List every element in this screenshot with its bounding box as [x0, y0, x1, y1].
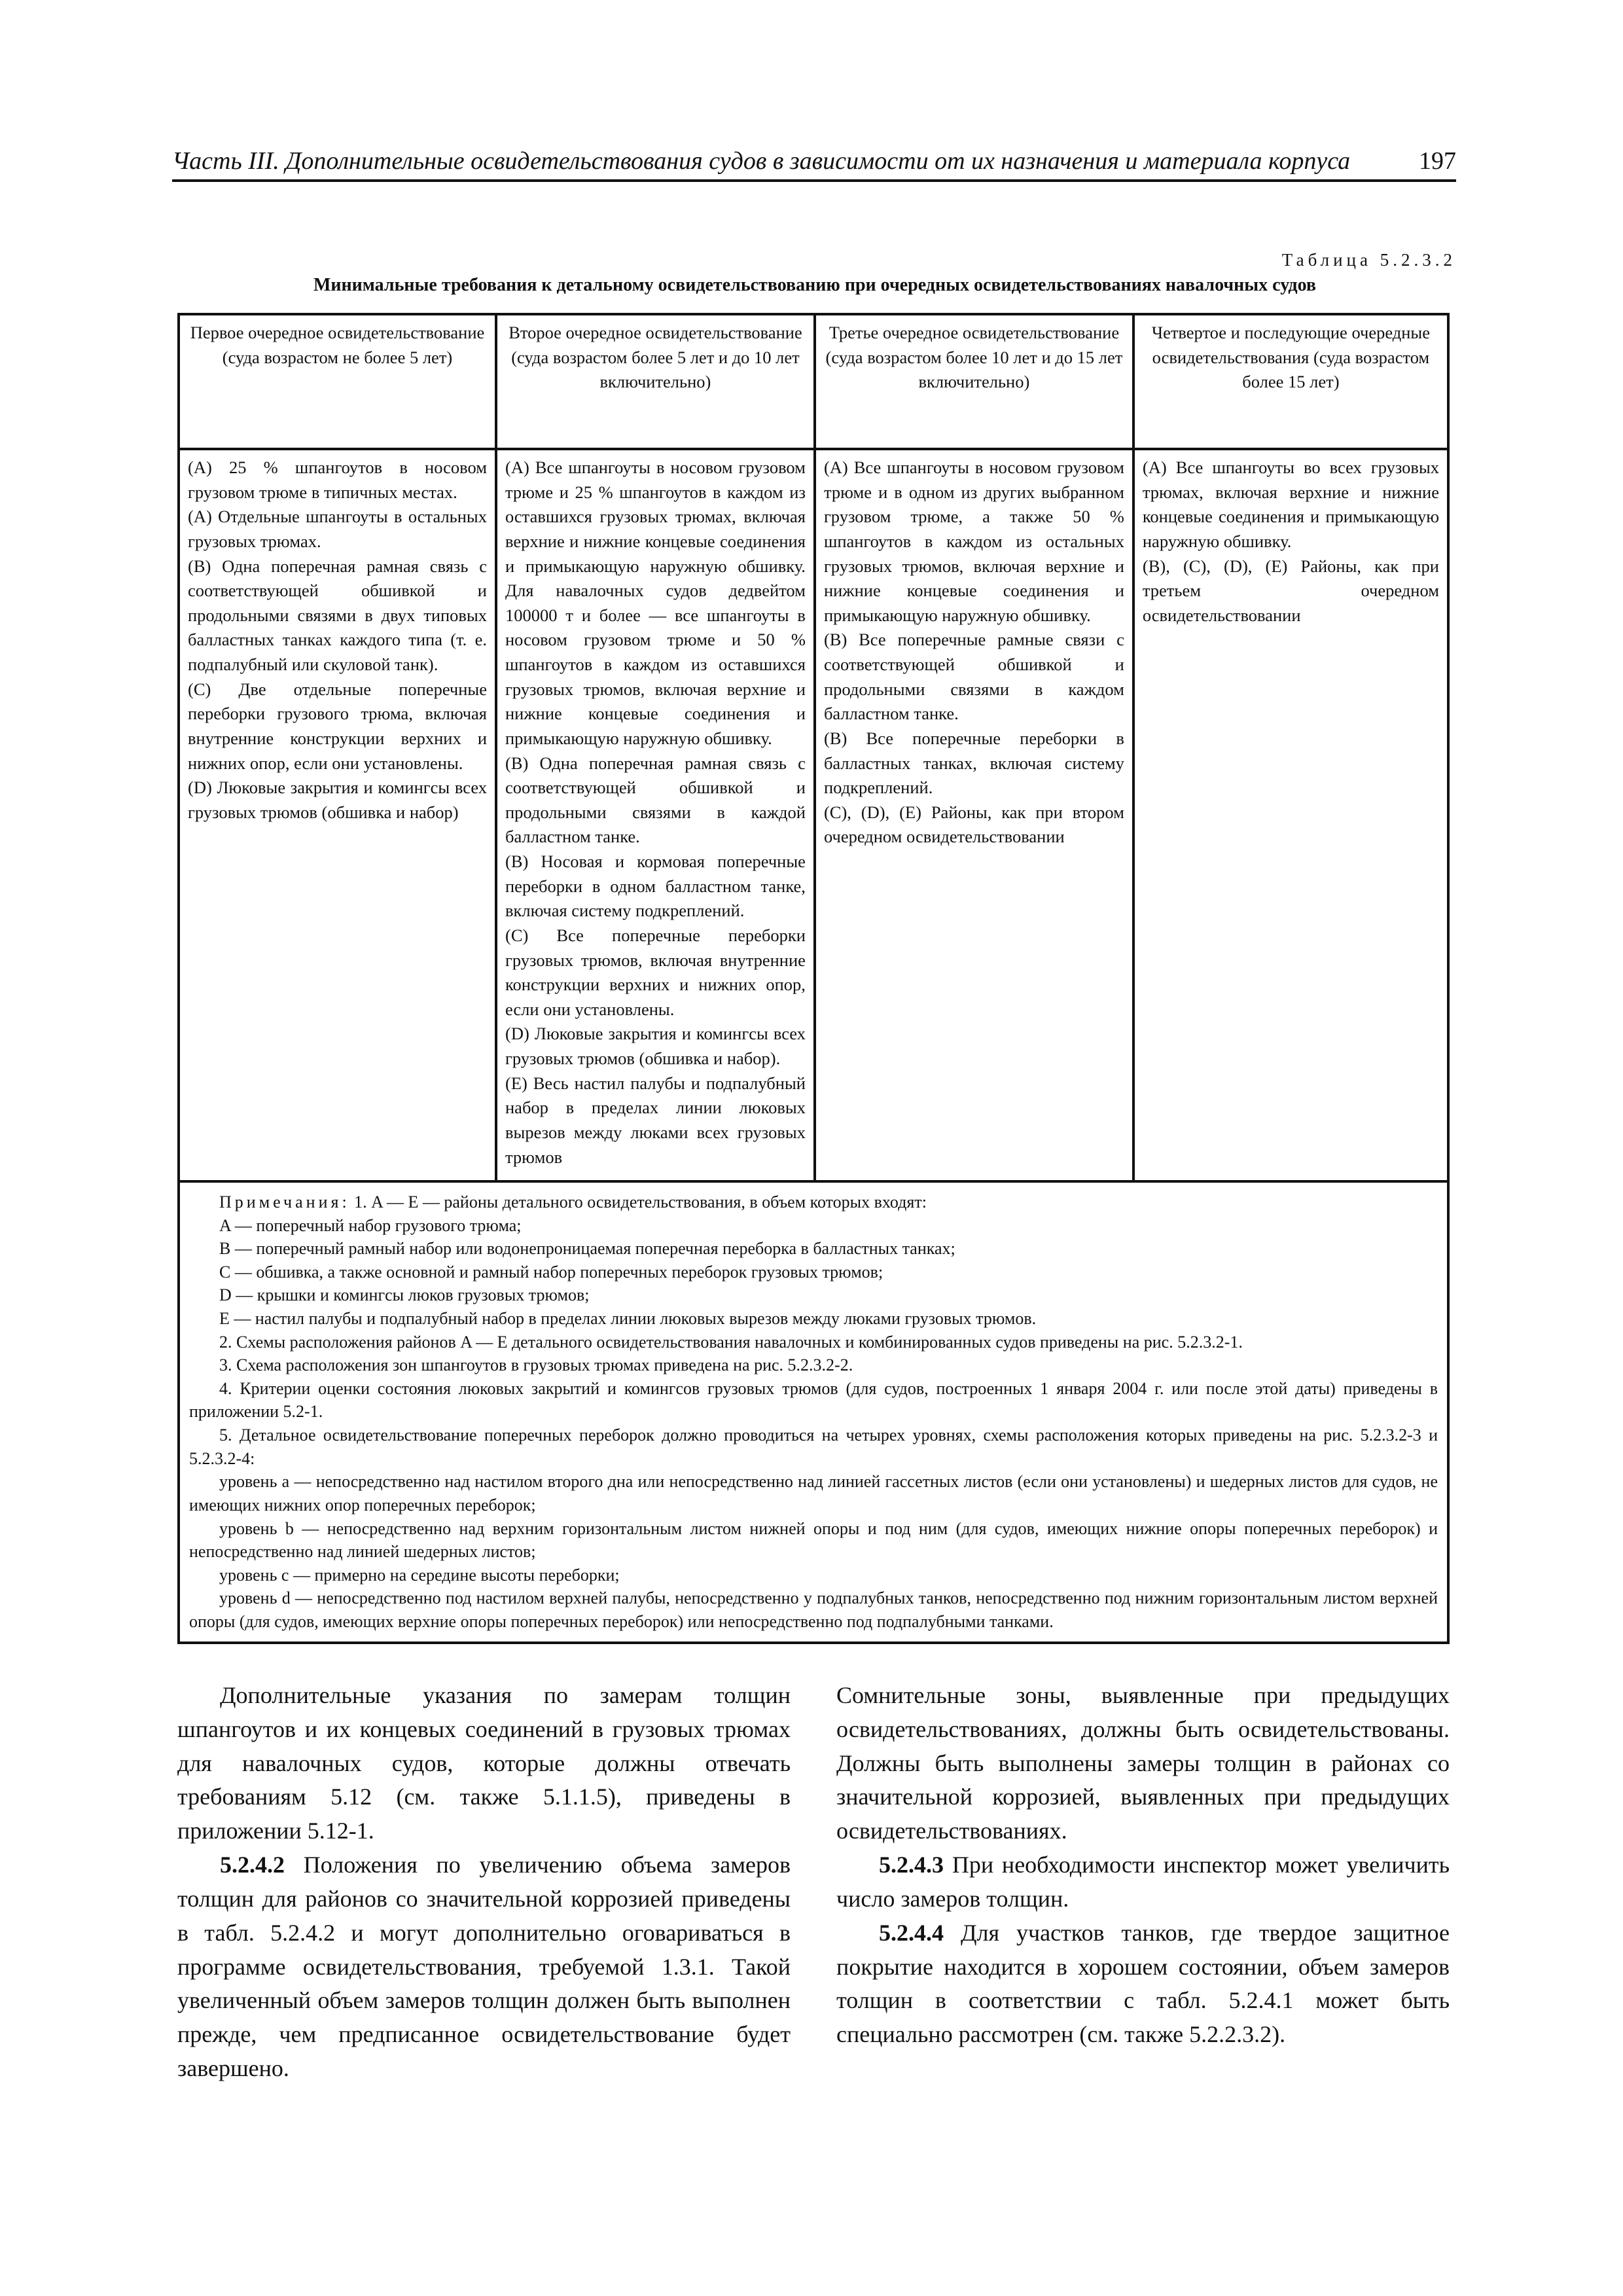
cell-paragraph: (A) 25 % шпангоутов в носовом грузовом трюме в типичных местах.: [188, 457, 487, 502]
note-line: 5. Детальное освидетельствование поперечных переборок должно проводиться на четырех уровнях, схемы расположения которых приведены на рис. 5.2.3.2-3 и 5.2.3.2-4:: [189, 1426, 1438, 1468]
table-title: Минимальные требования к детальному освидетельствованию при очередных освидетельствованиях навалочных судов: [313, 275, 1317, 295]
note-text: 1. A — E — районы детального освидетельствования, в объем которых входят:: [354, 1193, 927, 1211]
note-line: D — крышки и комингсы люков грузовых трюмов;: [219, 1285, 590, 1305]
body-paragraph: [836, 1679, 1450, 1848]
body-text-right-column: [836, 1679, 1450, 2052]
running-header: [172, 139, 1456, 182]
body-text-left-column: [177, 1679, 791, 2086]
cell-paragraph: (B) Одна поперечная рамная связь с соответствующей обшивкой и продольными связями в двух типовых балластных танках каждого типа (т. е. подпалубный или скуловой танк).: [188, 556, 487, 674]
cell-second-survey: [496, 449, 815, 1181]
cell-paragraph: (A) Все шпангоуты в носовом грузовом трюме и в одном из других выбранном грузовом трюме, а также 50 % шпангоутов в каждом из остальных грузовых трюмов, включая верхние и нижние концевые соединения и примыкающую наружную обшивку.: [823, 457, 1124, 625]
body-paragraph: [177, 1679, 791, 1848]
column-header-first: Первое очередное освидетельствование (суда возрастом не более 5 лет): [179, 314, 496, 449]
cell-paragraph: (A) Все шпангоуты в носовом грузовом трюме и 25 % шпангоутов в каждом из оставшихся грузовых трюмах, включая верхние и нижние концевые соединения и примыкающую наружную обшивку. Для навалочных судов дедвейтом 100000 т и более — все шпангоуты в носовом грузовом трюме и 50 % шпангоутов в каждом из оставшихся грузовых трюмов, включая верхние и нижние концевые соединения и примыкающую наружную обшивку.: [505, 457, 806, 748]
note-line: 3. Схема расположения зон шпангоутов в грузовых трюмах приведена на рис. 5.2.3.2-2.: [219, 1355, 853, 1375]
survey-requirements-table: [177, 313, 1450, 1644]
note-line: 2. Схемы расположения районов A — E детального освидетельствования навалочных и комбинированных судов приведены на рис. 5.2.3.2-1.: [219, 1332, 1243, 1352]
note-line: [189, 1191, 1438, 1214]
cell-paragraph: (C) Две отдельные поперечные переборки грузового трюма, включая внутренние конструкции верхних и нижних опор, если они установлены.: [188, 679, 487, 773]
cell-paragraph: (A) Отдельные шпангоуты в остальных грузовых трюмах.: [188, 507, 487, 551]
note-line: B — поперечный рамный набор или водонепроницаемая поперечная переборка в балластных танках;: [219, 1239, 955, 1259]
cell-paragraph: (D) Люковые закрытия и комингсы всех грузовых трюмов (обшивка и набор).: [505, 1024, 806, 1068]
note-line: уровень b — непосредственно над верхним горизонтальным листом нижней опоры и под ним (для судов, имеющих нижние опоры поперечных переборок) и непосредственно над линией шедерных листов;: [189, 1518, 1438, 1562]
paragraph-text: Дополнительные указания по замерам толщин шпангоутов и их концевых соединений в грузовых трюмах для навалочных судов, которые должны отвечать требованиям 5.12 (см. также 5.1.1.5), приведены в приложении 5.12-1.: [177, 1682, 791, 1844]
cell-paragraph: (A) Все шпангоуты во всех грузовых трюмах, включая верхние и нижние концевые соединения и примыкающую наружную обшивку.: [1142, 457, 1439, 551]
note-line: уровень c — примерно на середине высоты переборки;: [219, 1565, 620, 1585]
cell-first-survey: [179, 449, 496, 1181]
note-line: уровень d — непосредственно под настилом верхней палубы, непосредственно у подпалубных танков, непосредственно под нижним горизонтальным листом верхней опоры (для судов, имеющих верхние опоры поперечных переборок) или непосредственно под подпалубными танками.: [189, 1588, 1438, 1631]
paragraph-text: Положения по увеличению объема замеров толщин для районов со значительной коррозией приведены в табл. 5.2.4.2 и могут дополнительно оговариваться в программе освидетельствования, требуемой 1.3.1. Такой увеличенный объем замеров толщин должен быть выполнен прежде, чем предписанное освидетельствование будет завершено.: [177, 1852, 791, 2082]
cell-fourth-survey: [1133, 449, 1448, 1181]
cell-paragraph: (C), (D), (E) Районы, как при втором очередном освидетельствовании: [823, 802, 1124, 847]
header-title: Часть III. Дополнительные освидетельствования судов в зависимости от их назначения и материала корпуса: [172, 147, 1351, 175]
table-notes-row: [179, 1181, 1448, 1643]
note-line: E — настил палубы и подпалубный набор в пределах линии люковых вырезов между люками грузовых трюмов.: [219, 1309, 1037, 1329]
notes-label: Примечания:: [219, 1193, 350, 1211]
cell-paragraph: (B) Носовая и кормовая поперечные переборки в одном балластном танке, включая систему подкреплений.: [505, 852, 806, 921]
body-paragraph: [836, 1848, 1450, 1916]
table-header-row: [179, 314, 1448, 449]
paragraph-text: Для участков танков, где твердое защитное покрытие находится в хорошем состоянии, объем замеров толщин в соответствии с табл. 5.2.4.1 может быть специально рассмотрен (см. также 5.2.2.3.2).: [836, 1919, 1450, 2048]
table-number-label: Таблица 5.2.3.2: [1281, 250, 1456, 270]
page-number: 197: [1419, 147, 1456, 175]
cell-paragraph: (D) Люковые закрытия и комингсы всех грузовых трюмов (обшивка и набор): [188, 778, 487, 822]
column-header-fourth: Четвертое и последующие очередные освидетельствования (суда возрастом более 15 лет): [1133, 314, 1448, 449]
cell-paragraph: (B) Одна поперечная рамная связь с соответствующей обшивкой и продольными связями в каждой балластном танке.: [505, 753, 806, 847]
note-line: A — поперечный набор грузового трюма;: [219, 1215, 522, 1235]
note-line: уровень a — непосредственно над настилом второго дна или непосредственно над линией гассетных листов (если они установлены) и шедерных листов для судов, не имеющих нижних опор поперечных переборок;: [189, 1472, 1438, 1515]
table-body-row: [179, 449, 1448, 1181]
paragraph-text: При необходимости инспектор может увеличить число замеров толщин.: [836, 1852, 1450, 1912]
cell-paragraph: (B), (C), (D), (E) Районы, как при третьем очередном освидетельствовании: [1142, 556, 1439, 625]
cell-paragraph: (B) Все поперечные переборки в балластных танках, включая систему подкреплений.: [823, 728, 1124, 798]
column-header-second: Второе очередное освидетельствование (суда возрастом более 5 лет и до 10 лет включительно): [496, 314, 815, 449]
note-line: 4. Критерии оценки состояния люковых закрытий и комингсов грузовых трюмов (для судов, построенных 1 января 2004 г. или после этой даты) приведены в приложении 5.2-1.: [189, 1378, 1438, 1422]
body-paragraph: [836, 1916, 1450, 2052]
table-notes: [179, 1181, 1448, 1643]
cell-third-survey: [815, 449, 1133, 1181]
paragraph-text: Сомнительные зоны, выявленные при предыдущих освидетельствованиях, должны быть освидетельствованы. Должны быть выполнены замеры толщин в районах со значительной коррозией, выявленных при предыдущих освидетельствованиях.: [836, 1682, 1450, 1844]
body-paragraph: [177, 1848, 791, 2086]
cell-paragraph: (B) Все поперечные рамные связи с соответствующей обшивкой и продольными связями в каждом балластном танке.: [823, 630, 1124, 724]
paragraph-number: 5.2.4.2: [220, 1852, 285, 1878]
column-header-third: Третье очередное освидетельствование (суда возрастом более 10 лет и до 15 лет включительно): [815, 314, 1133, 449]
paragraph-number: 5.2.4.4: [879, 1919, 944, 1946]
cell-paragraph: (E) Весь настил палубы и подпалубный набор в пределах линии люковых вырезов между люками всех грузовых трюмов: [505, 1073, 806, 1167]
paragraph-number: 5.2.4.3: [879, 1852, 944, 1878]
cell-paragraph: (C) Все поперечные переборки грузовых трюмов, включая внутренние конструкции верхних и нижних опор, если они установлены.: [505, 925, 806, 1019]
note-line: C — обшивка, а также основной и рамный набор поперечных переборок грузовых трюмов;: [219, 1262, 883, 1282]
